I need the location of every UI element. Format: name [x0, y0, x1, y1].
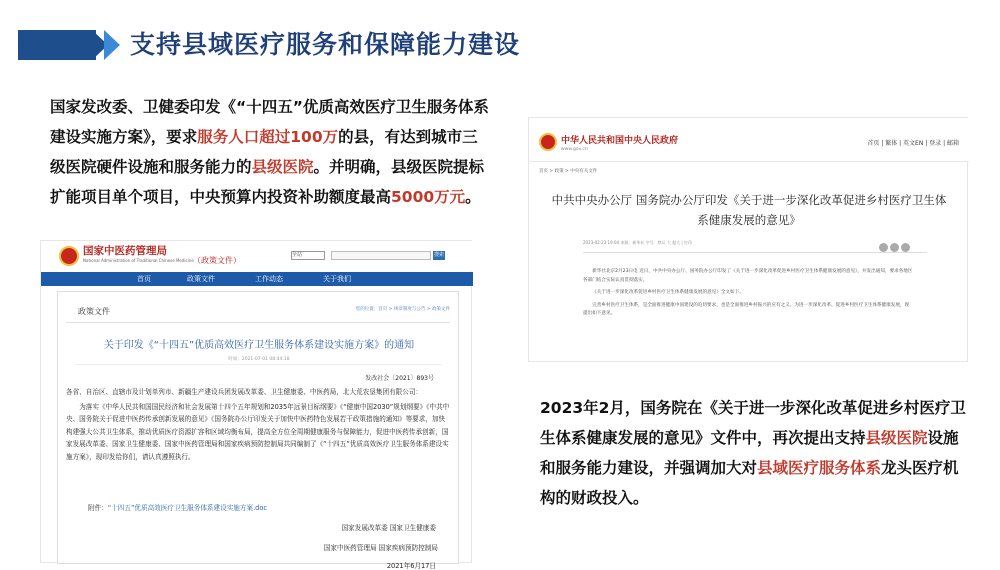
gov-share-icons	[879, 237, 912, 256]
tcm-nav-item: 关于我们	[323, 275, 351, 283]
slide-title: 支持县域医疗服务和保障能力建设	[130, 30, 521, 59]
gov-doc-meta: 2023-02-23 19:04 来源：新华社 字号：默认 大 超大 | 打印	[583, 240, 693, 245]
tcm-breadcrumb: 您的位置：首页 > 规章制度与公告 > 政策文件	[355, 307, 450, 312]
left-text-3: 。并明确，县级医院提标扩能项目单个项目，中央预算内投资补助额度最高	[50, 158, 485, 206]
gov-document-screenshot	[528, 117, 968, 362]
title-chevron-light-icon	[104, 30, 120, 60]
left-highlight-3: 5000万元	[391, 188, 466, 206]
divider	[583, 252, 927, 253]
tcm-body-paragraph: 为落实《中华人民共和国国民经济和社会发展第十四个五年规划和2035年远景目标纲要》《“健康中国2030”规划纲要》《中共中央、国务院关于促进中医药传承创新发展的意见》《国务院办公厅印发关于加快中医药特色发展若干政策措施的通知》等要求，加快构建强大公共卫生体系，推动优质医疗资源扩容和区域均衡布局，提高全方位全周期健康服务与保障能力，促进中医药传承创新，国家发展改革委、国家卫生健康委、国家中医药管理局和国家疾病预防控制局共同编制了《“十四五”优质高效医疗卫生服务体系建设实施方案》，现印发给你们，请认真遵照执行。	[66, 402, 450, 461]
tcm-site-name: 国家中医药管理局	[83, 245, 167, 257]
left-highlight-2: 县级医院	[251, 158, 314, 176]
tcm-doc-body	[66, 386, 450, 465]
tcm-doc-date: 时间：2021-07-01 08:44:18	[228, 357, 290, 362]
tcm-tag: （政策文件）	[193, 256, 241, 265]
right-text-3: 龙头医疗机构的财政投入。	[540, 459, 959, 507]
tcm-doc-title: 关于印发《“十四五”优质高效医疗卫生服务体系建设实施方案》的通知	[103, 340, 415, 351]
tcm-site-en: National Administration of Traditional Chinese Medicine	[83, 258, 194, 263]
tcm-signature-1: 国家发展改革委 国家卫生健康委	[341, 524, 436, 532]
right-highlight-1: 县级医院	[865, 429, 928, 447]
share-qzone-icon	[901, 243, 910, 252]
gov-breadcrumb: 首页 > 政策 > 中央有关文件	[539, 169, 598, 174]
tcm-attachment-link: “十四五”优质高效医疗卫生服务体系建设实施方案.doc	[107, 504, 268, 512]
gov-header	[529, 118, 969, 162]
title-accent-bar	[18, 30, 96, 60]
gov-body-paragraph: 新华社北京2月23日电 近日，中共中央办公厅、国务院办公厅印发了《关于进一步深化改革促进乡村医疗卫生体系健康发展的意见》，并发出通知，要求各地区各部门结合实际认真贯彻落实。	[583, 269, 913, 283]
gov-top-links: 首页 | 繁体 | 英文EN | 登录 | 邮箱	[867, 140, 959, 147]
left-paragraph	[50, 92, 490, 212]
tcm-header	[41, 241, 473, 271]
tcm-attachment-label: 附件：	[88, 504, 108, 512]
share-weibo-icon	[890, 243, 899, 252]
right-highlight-2: 县域医疗服务体系	[757, 459, 882, 477]
left-text-1: 国家发改委、卫健委印发《“十四五”优质高效医疗卫生服务体系建设实施方案》，要求	[50, 98, 489, 146]
gov-domain: www.gov.cn	[561, 147, 588, 152]
divider	[66, 322, 450, 323]
gov-body-paragraph: 《关于进一步深化改革促进乡村医疗卫生体系健康发展的意见》全文如下。	[592, 290, 744, 295]
slide-title-bar	[0, 28, 1000, 64]
left-text-2: 的县，有达到城市三级医院硬件设施和服务能力的	[50, 128, 478, 176]
left-text-4: 。	[465, 188, 481, 206]
tcm-nav-item: 工作动态	[255, 275, 283, 283]
right-paragraph	[540, 393, 970, 513]
tcm-signature-2: 国家中医药管理局 国家疾病预防控制局	[323, 544, 438, 552]
tcm-doc-number: 发改社会〔2021〕893号	[365, 375, 434, 382]
left-highlight-1: 服务人口超过100万	[197, 128, 339, 146]
share-wechat-icon	[879, 243, 888, 252]
tcm-nav-item: 首页	[137, 275, 151, 283]
gov-doc-body	[583, 268, 913, 323]
tcm-salutation: 各省、自治区、直辖市及计划单列市、新疆生产建设兵团发展改革委、卫生健康委、中医药局，北大荒农垦集团有限公司：	[66, 388, 423, 396]
gov-body-paragraph: 完善乡村医疗卫生体系，是全面推进健康中国建设的迫切要求，也是全面推进乡村振兴的应有之义。为进一步深化改革，促进乡村医疗卫生体系健康发展，现提出如下意见。	[583, 302, 910, 316]
divider	[74, 364, 442, 365]
tcm-search-button: 搜索	[433, 252, 444, 258]
tcm-search-scope: 全站	[291, 251, 325, 260]
national-emblem-icon	[59, 246, 79, 266]
tcm-attachment	[88, 502, 267, 512]
right-text-2: 设施和服务能力建设，并强调加大对	[540, 429, 959, 477]
tcm-column-name: 政策文件	[78, 307, 110, 316]
tcm-document-screenshot	[40, 240, 472, 570]
tcm-nav-item: 政策文件	[187, 275, 215, 283]
national-emblem-icon	[539, 133, 557, 151]
gov-doc-title: 中共中央办公厅 国务院办公厅印发《关于进一步深化改革促进乡村医疗卫生体系健康发展的意见》	[551, 193, 947, 227]
tcm-signature-date: 2021年6月17日	[386, 562, 436, 570]
tcm-content-panel	[57, 291, 459, 570]
tcm-nav-bar	[41, 272, 473, 286]
right-text-1: 2023年2月，国务院在《关于进一步深化改革促进乡村医疗卫生体系健康发展的意见》文件中，再次提出支持	[540, 399, 966, 447]
tcm-search-input	[331, 251, 431, 260]
gov-site-name: 中华人民共和国中央人民政府	[561, 136, 679, 146]
